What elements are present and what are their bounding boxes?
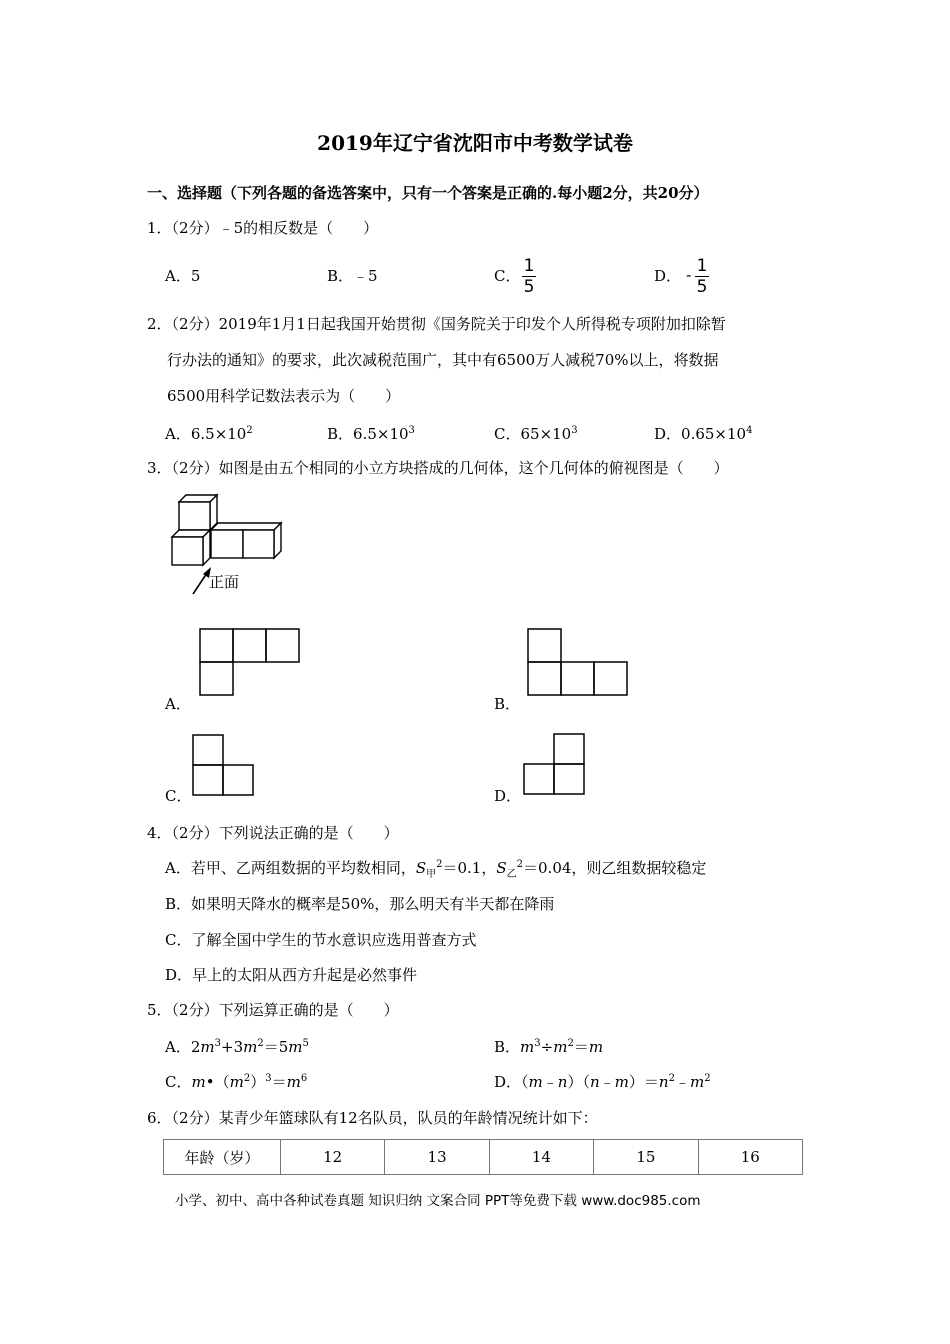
variance-superscript: 2 [516, 859, 524, 870]
variance-subscript: 甲 [426, 869, 437, 880]
q2-stem-line1: 2．（2分）2019年1月1日起我国开始贯彻《国务院关于印发个人所得税专项附加扣除暂 [147, 315, 726, 333]
q2-option-b[interactable] [327, 424, 415, 444]
q2-option-b-exponent: 3 [408, 425, 415, 436]
q1-option-c-label: C． [494, 267, 521, 285]
q2-option-b-base: B．6.5×10 [327, 425, 409, 443]
q5-option-a-label: A． [165, 1038, 191, 1056]
q4-option-b[interactable]: B．如果明天降水的概率是50%，那么明天有半天都在降雨 [165, 895, 555, 913]
variance-symbol: S [496, 859, 507, 877]
q5-option-d[interactable]: D．$(m﹣n)(n﹣m)=n^2﹣m^2$ [494, 1073, 711, 1091]
variance-subscript: 乙 [506, 869, 517, 880]
q2-option-c[interactable] [494, 424, 578, 444]
q1-option-b[interactable]: B．﹣5 [327, 267, 378, 285]
q4-option-c[interactable]: C．了解全国中学生的节水意识应选用普查方式 [165, 931, 477, 949]
q3-option-d[interactable]: D． [494, 787, 522, 805]
fraction-denominator: 5 [523, 277, 535, 297]
q2-option-a[interactable] [165, 424, 253, 444]
table-header-cell: 年龄（岁） [164, 1140, 281, 1175]
table-cell: 14 [489, 1140, 593, 1175]
page-title: 2019年辽宁省沈阳市中考数学试卷 [317, 131, 633, 155]
q2-option-d[interactable] [654, 424, 752, 444]
q5-option-a[interactable]: A．$2m^3+3m^2=5m^5$ [165, 1038, 309, 1056]
q4-option-d[interactable]: D．早上的太阳从西方升起是必然事件 [165, 966, 418, 984]
q4-option-a-text: A．若甲、乙两组数据的平均数相同， [165, 859, 416, 877]
q5-option-b[interactable]: B．$m^3\div m^2=m$ [494, 1038, 604, 1056]
q4-stem: 4．（2分）下列说法正确的是（ ） [147, 824, 399, 842]
table-cell: 13 [385, 1140, 489, 1175]
q2-option-c-base: C．65×10 [494, 425, 572, 443]
q2-stem-line2: 行办法的通知》的要求，此次减税范围广，其中有6500万人减税70%以上，将数据 [167, 351, 719, 369]
q1-option-c-fraction [522, 256, 536, 297]
q1-stem: 1．（2分）﹣5的相反数是（ ） [147, 219, 379, 237]
fraction-numerator: 1 [523, 256, 535, 276]
q1-option-d[interactable] [654, 266, 681, 286]
q6-stem: 6．（2分）某青少年篮球队有12名队员，队员的年龄情况统计如下： [147, 1109, 598, 1127]
q2-option-d-exponent: 4 [746, 425, 753, 436]
table-cell: 12 [281, 1140, 385, 1175]
q5-option-c-label: C． [165, 1073, 192, 1091]
fraction-denominator: 5 [696, 277, 708, 297]
q2-option-a-exponent: 2 [246, 425, 253, 436]
table-cell: 16 [698, 1140, 802, 1175]
q3-stem: 3．（2分）如图是由五个相同的小立方块搭成的几何体，这个几何体的俯视图是（ ） [147, 459, 729, 477]
q1-option-a[interactable]: A．5 [165, 267, 201, 285]
table-cell: 15 [594, 1140, 698, 1175]
q3-view-b [527, 628, 629, 696]
q5-stem: 5．（2分）下列运算正确的是（ ） [147, 1001, 399, 1019]
age-table [163, 1139, 803, 1175]
q5-option-c[interactable]: C．$m•(m^2)^3=m^6$ [165, 1073, 308, 1091]
q3-option-c[interactable]: C． [165, 787, 192, 805]
q5-option-b-label: B． [494, 1038, 521, 1056]
table-row [164, 1140, 803, 1175]
fraction-numerator: 1 [696, 256, 708, 276]
q1-option-d-label: D． [654, 267, 682, 285]
q4-option-a-value2: ＝0.04，则乙组数据较稳定 [523, 859, 707, 877]
q2-stem-line3: 6500用科学记数法表示为（ ） [167, 387, 401, 405]
q4-option-a-value1: ＝0.1， [442, 859, 497, 877]
q4-option-a[interactable] [165, 858, 706, 878]
variance-symbol: S [415, 859, 427, 877]
q3-option-b[interactable]: B． [494, 695, 521, 713]
q3-view-a [199, 628, 301, 696]
q1-option-c[interactable] [494, 266, 520, 286]
q1-option-d-minus: - [686, 266, 692, 284]
q1-option-d-fraction [695, 256, 709, 297]
q2-option-a-base: A．6.5×10 [165, 425, 247, 443]
q3-option-a[interactable]: A． [165, 695, 191, 713]
q2-option-c-exponent: 3 [571, 425, 578, 436]
front-label: 正面 [209, 573, 240, 591]
section-heading: 一、选择题（下列各题的备选答案中，只有一个答案是正确的.每小题2分，共20分） [147, 184, 709, 202]
q5-option-d-label: D． [494, 1073, 522, 1091]
q3-view-c [192, 734, 254, 796]
q3-view-d [523, 733, 585, 795]
footer-text: 小学、初中、高中各种试卷真题 知识归纳 文案合同 PPT等免费下载 www.doc985.com [175, 1193, 701, 1209]
variance-superscript: 2 [436, 859, 443, 870]
q2-option-d-base: D．0.65×10 [654, 425, 747, 443]
